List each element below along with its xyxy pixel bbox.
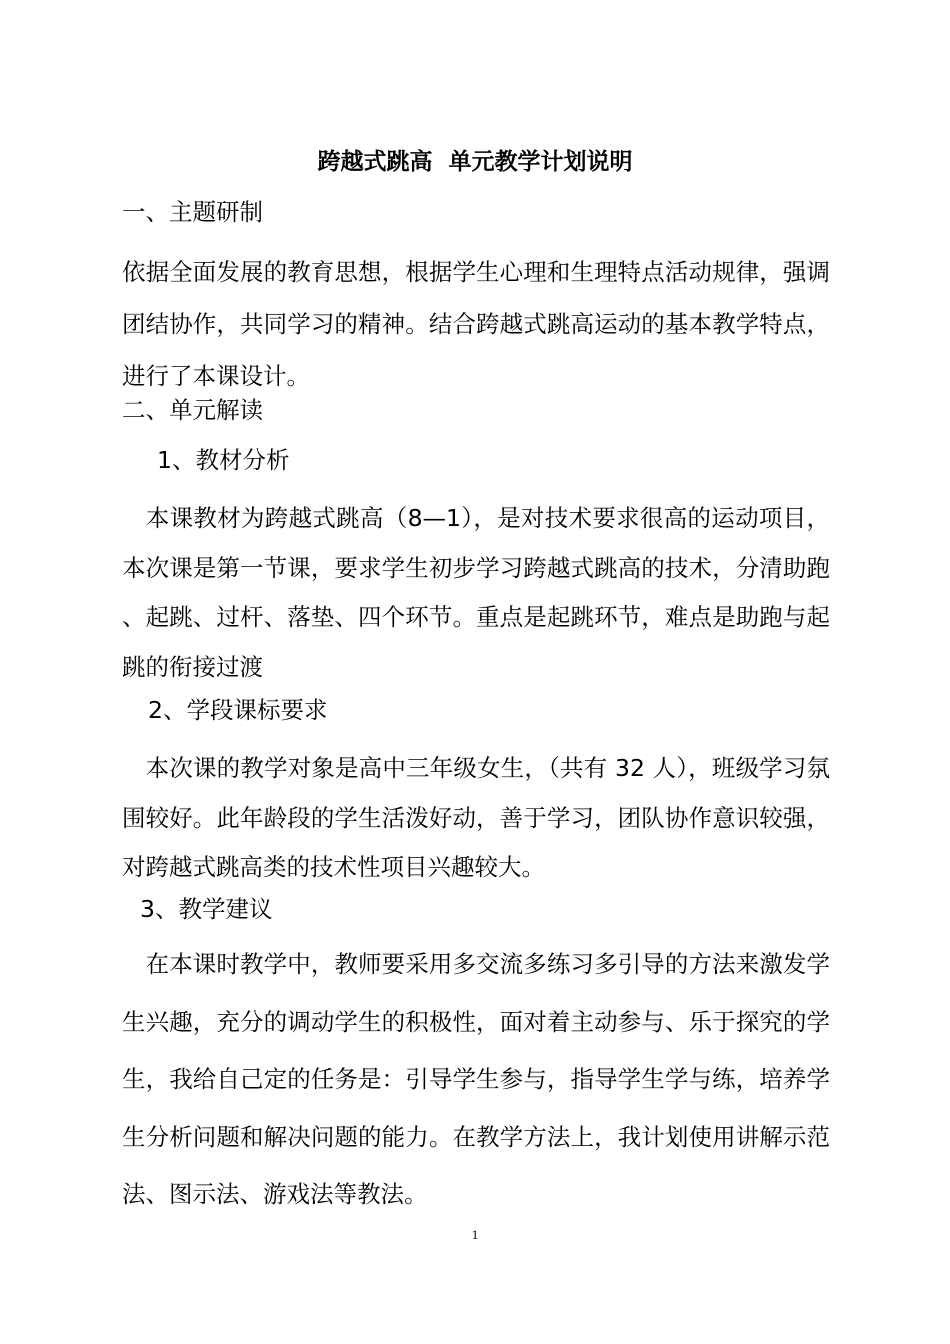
subheading-teaching-suggestions: 3、教学建议 (140, 895, 273, 923)
subheading-curriculum-requirements: 2、学段课标要求 (148, 696, 328, 724)
paragraph-teaching-suggestions: 在本课时教学中，教师要采用多交流多练习多引导的方法来激发学生兴趣，充分的调动学生的积极性，面对着主动参与、乐于探究的学生，我给自己定的任务是：引导学生参与，指导学生学与练，培养学生分析问题和解决问题的能力。在教学方法上，我计划使用讲解示范法、图示法、游戏法等教法。 (122, 950, 830, 1208)
paragraph-material-analysis: 本课教材为跨越式跳高（8—1），是对技术要求很高的运动项目，本次课是第一节课，要求学生初步学习跨越式跳高的技术，分清助跑、起跳、过杆、落垫、四个环节。重点是起跳环节，难点是助跑与起跳的衔接过渡 (122, 504, 830, 681)
section-heading-theme: 一、主题研制 (122, 198, 263, 226)
section-heading-unit: 二、单元解读 (122, 396, 263, 424)
page-number: 1 (471, 1227, 479, 1242)
document-title: 跨越式跳高 单元教学计划说明 (317, 149, 633, 175)
paragraph-theme: 依据全面发展的教育思想，根据学生心理和生理特点活动规律，强调团结协作，共同学习的精神。结合跨越式跳高运动的基本教学特点，进行了本课设计。 (122, 258, 830, 390)
subheading-material-analysis: 1、教材分析 (157, 446, 290, 474)
paragraph-curriculum-requirements: 本次课的教学对象是高中三年级女生，（共有 32 人），班级学习氛围较好。此年龄段的学生活泼好动，善于学习，团队协作意识较强，对跨越式跳高类的技术性项目兴趣较大。 (122, 754, 830, 881)
